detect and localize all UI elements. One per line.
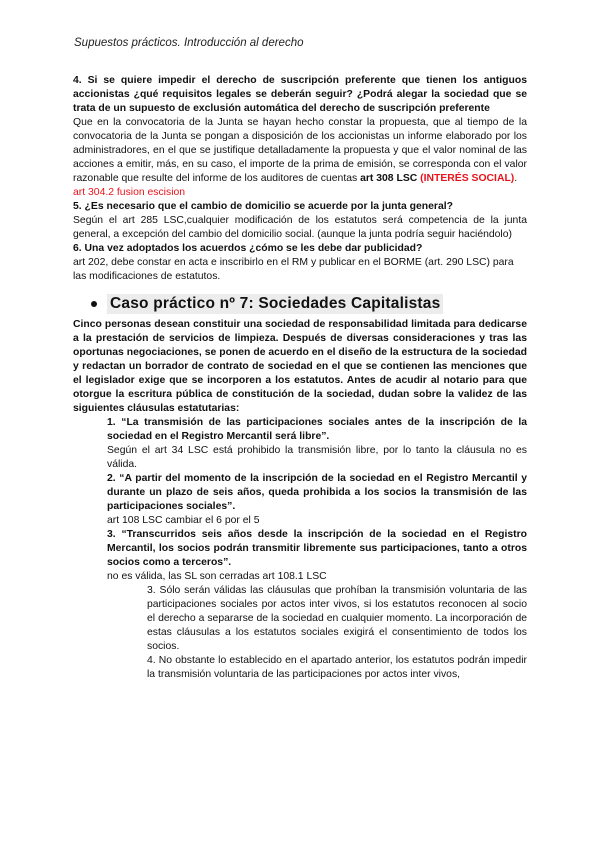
bullet-icon [91,301,97,307]
legal-quote-3: 3. Sólo serán válidas las cláusulas que prohíban la transmisión voluntaria de las participaciones sociales por actos inter vivos, si los estatutos reconocen al socio el derecho a separarse de la sociedad en cualquier momento. La incorporación de estas cláusulas a los estatutos sociales exigirá el consentimiento de todos los socios. [147,585,527,652]
answer-4-highlight: (INTERÉS SOCIAL) [420,173,515,184]
clause-2: 2. “A partir del momento de la inscripción de la sociedad en el Registro Mercantil y durante un plazo de seis años, queda prohibida a los socios la transmisión de las participaciones sociales”. [107,473,527,512]
clause-3: 3. “Transcurridos seis años desde la inscripción de la sociedad en el Registro Mercantil, los socios podrán transmitir libremente sus participaciones, tanto a otros socios como a terceros”. [107,529,527,568]
case-heading [73,294,527,314]
clause-2-answer: art 108 LSC cambiar el 6 por el 5 [107,515,260,526]
case-title: Caso práctico nº 7: Sociedades Capitalistas [107,294,443,314]
question-4: 4. Si se quiere impedir el derecho de suscripción preferente que tienen los antiguos accionistas ¿qué requisitos legales se deberán seguir? ¿Podrá alegar la sociedad que se trata de un supuesto de exclusión automática del derecho de suscripción preferente [73,75,527,114]
answer-5: Según el art 285 LSC,cualquier modificación de los estatutos será competencia de la junta general, a excepción del cambio del domicilio social. (aunque la junta podría seguir haciéndolo) [73,215,527,240]
answer-4-end: . [514,173,518,184]
answer-4 [73,116,527,186]
question-5: 5. ¿Es necesario que el cambio de domicilio se acuerde por la junta general? [73,201,453,212]
answer-4-note: art 304.2 fusion escision [73,187,186,198]
page-content [73,74,527,682]
answer-4-ref: art 308 LSC [360,173,418,184]
answer-6: art 202, debe constar en acta e inscribirlo en el RM y publicar en el BORME (art. 290 LSC) para las modificaciones de estatutos. [73,257,514,282]
clause-1-answer: Según el art 34 LSC está prohibido la transmisión libre, por lo tanto la cláusula no es válida. [107,445,527,470]
page-header: Supuestos prácticos. Introducción al derecho [74,37,304,49]
clause-3-answer: no es válida, las SL son cerradas art 108.1 LSC [107,571,327,582]
question-6: 6. Una vez adoptados los acuerdos ¿cómo se les debe dar publicidad? [73,243,423,254]
clause-1: 1. “La transmisión de las participaciones sociales antes de la inscripción de la sociedad en el Registro Mercantil será libre”. [107,417,527,442]
legal-quote-4: 4. No obstante lo establecido en el apartado anterior, los estatutos podrán impedir la transmisión voluntaria de las participaciones por actos inter vivos, [147,655,527,680]
case-intro: Cinco personas desean constituir una sociedad de responsabilidad limitada para dedicarse a la prestación de servicios de limpieza. Después de diversas consideraciones y tras las oportunas negociaciones, se ponen de acuerdo en el diseño de la estructura de la sociedad y redactan un borrador de contrato de sociedad en el que se contienen las menciones que el legislador exige que se incorporen a los estatutos. Antes de acudir al notario para que otorgue la escritura pública de constitución de la sociedad, dudan sobre la validez de las siguientes cláusulas estatutarias: [73,319,527,414]
answer-4-text: Que en la convocatoria de la Junta se hayan hecho constar la propuesta, que al tiempo de la convocatoria de la Junta se pongan a disposición de los accionistas un informe elaborado por los administradores, en el que se justifique detalladamente la propuesta y que el valor nominal de las acciones a emitir, más, en su caso, el importe de la prima de emisión, se corresponda con el valor razonable que resulte del informe de los auditores de cuentas [73,117,527,184]
